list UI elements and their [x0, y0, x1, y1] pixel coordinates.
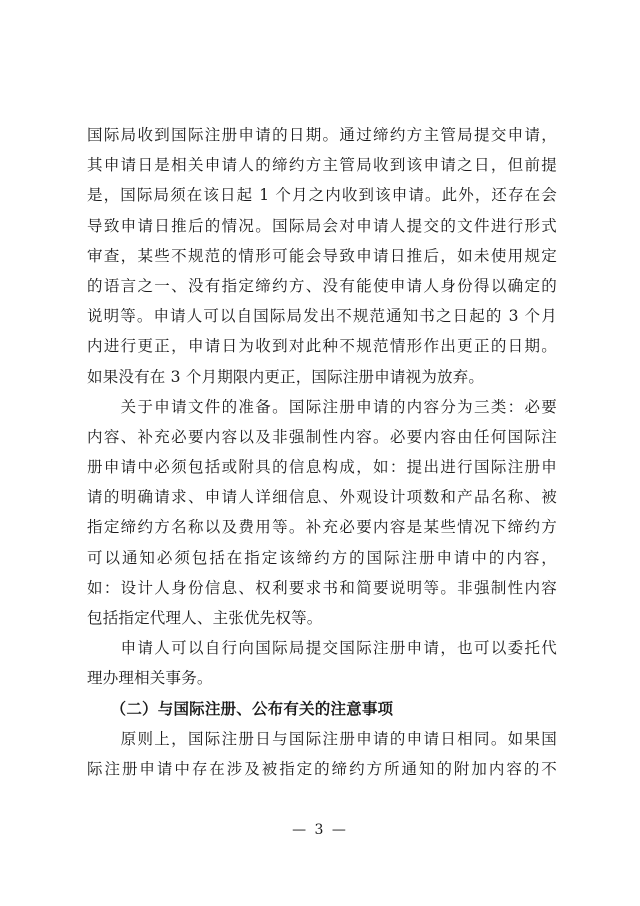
text-line: 包括指定代理人、主张优先权等。 [87, 609, 323, 627]
text-line: 关于申请文件的准备。国际注册申请的内容分为三类：必要 [87, 397, 557, 416]
text-line: 理办理相关事务。 [87, 669, 213, 688]
text-line: 可以通知必须包括在指定该缔约方的国际注册申请中的内容， [87, 548, 557, 567]
text-line: 申请人可以自行向国际局提交国际注册申请，也可以委托代 [87, 639, 557, 658]
text-line: 是，国际局须在该日起 1 个月之内收到该申请。此外，还存在会 [87, 186, 557, 205]
page-number: — 3 — [292, 822, 348, 838]
text-line: 审查，某些不规范的情形可能会导致申请日推后，如未使用规定 [87, 246, 557, 265]
text-line: 的语言之一、没有指定缔约方、没有能使申请人身份得以确定的 [87, 276, 557, 295]
text-line: 内容、补充必要内容以及非强制性内容。必要内容由任何国际注 [87, 427, 557, 446]
text-line: 导致申请日推后的情况。国际局会对申请人提交的文件进行形式 [87, 216, 557, 235]
text-line: 册申请中必须包括或附具的信息构成，如：提出进行国际注册申 [87, 458, 557, 477]
text-line: 如：设计人身份信息、权利要求书和简要说明等。非强制性内容 [87, 578, 557, 597]
section-heading: （二）与国际注册、公布有关的注意事项 [87, 698, 394, 718]
text-line: 原则上，国际注册日与国际注册申请的申请日相同。如果国 [87, 729, 557, 748]
body-text [87, 120, 557, 784]
text-line: 其申请日是相关申请人的缔约方主管局收到该申请之日，但前提 [87, 156, 557, 175]
text-line: 内进行更正，申请日为收到对此种不规范情形作出更正的日期。 [87, 337, 557, 356]
text-line: 请的明确请求、申请人详细信息、外观设计项数和产品名称、被 [87, 488, 557, 507]
text-line: 指定缔约方名称以及费用等。补充必要内容是某些情况下缔约方 [87, 518, 557, 537]
text-line: 说明等。申请人可以自国际局发出不规范通知书之日起的 3 个月 [87, 307, 557, 326]
text-line: 际注册申请中存在涉及被指定的缔约方所通知的附加内容的不 [87, 759, 557, 778]
text-line: 国际局收到国际注册申请的日期。通过缔约方主管局提交申请， [87, 126, 557, 144]
text-line: 如果没有在 3 个月期限内更正，国际注册申请视为放弃。 [87, 367, 485, 386]
